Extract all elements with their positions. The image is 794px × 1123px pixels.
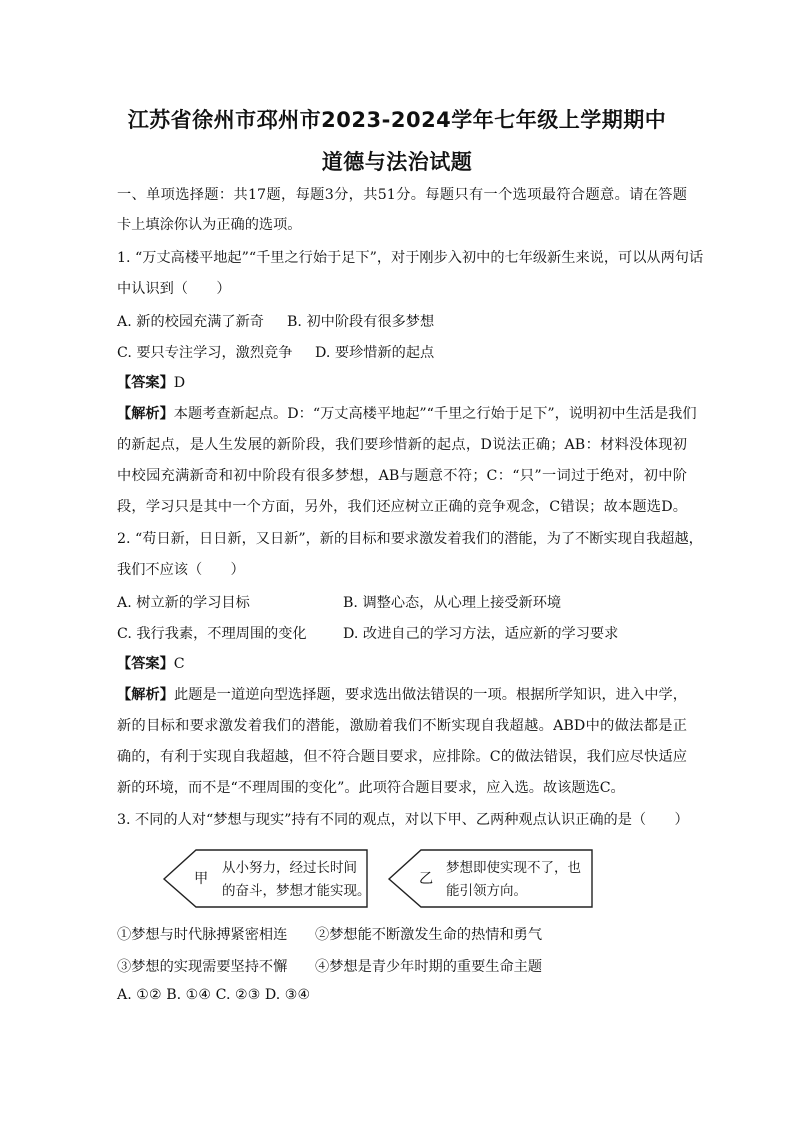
q2-analysis-line-1 bbox=[117, 685, 687, 705]
q3-box-left-label: 甲 bbox=[194, 871, 209, 887]
q3-box-right-label: 乙 bbox=[419, 871, 434, 887]
page-title: 江苏省徐州市邳州市2023-2024学年七年级上学期期中 bbox=[127, 108, 667, 132]
q2-analysis-line-4: 新的环境，而不是“不理周围的变化”。此项符合题目要求，应入选。故该题选C。 bbox=[117, 780, 625, 796]
q1-option-d: D. 要珍惜新的起点 bbox=[315, 345, 435, 361]
page-subtitle: 道德与法治试题 bbox=[321, 150, 473, 174]
q3-box-right-line-2: 能引领方向。 bbox=[446, 883, 527, 899]
q2-answer bbox=[117, 654, 687, 674]
q2-analysis-text-1: 此题是一道逆向型选择题，要求选出做法错误的一项。根据所学知识，进入中学， bbox=[174, 687, 687, 703]
q1-analysis-line-1 bbox=[117, 404, 697, 424]
q2-option-a: A. 树立新的学习目标 bbox=[117, 595, 250, 611]
q1-analysis-line-2: 的新起点，是人生发展的新阶段，我们要珍惜新的起点，D说法正确；AB：材料没体现初 bbox=[117, 437, 687, 453]
q2-option-d: D. 改进自己的学习方法，适应新的学习要求 bbox=[343, 626, 619, 642]
q3-options: A. ①② B. ①④ C. ②③ D. ③④ bbox=[117, 987, 311, 1003]
q1-stem-line-1: 1. “万丈高楼平地起”“千里之行始于足下”，对于刚步入初中的七年级新生来说，可以从两句话 bbox=[117, 250, 704, 266]
q1-analysis-text-1: 本题考查新起点。D：“万丈高楼平地起”“千里之行始于足下”，说明初中生活是我们 bbox=[173, 406, 697, 422]
q3-item-3: ③梦想的实现需要坚持不懈 bbox=[117, 959, 288, 975]
q1-answer-label: 【答案】 bbox=[117, 375, 174, 391]
q1-option-b: B. 初中阶段有很多梦想 bbox=[287, 314, 435, 330]
q3-item-1: ①梦想与时代脉搏紧密相连 bbox=[117, 927, 288, 943]
q2-analysis-line-3: 确的，有利于实现自我超越，但不符合题目要求，应排除。C的做法错误，我们应尽快适应 bbox=[117, 749, 687, 765]
q1-analysis-label: 【解析】 bbox=[117, 406, 174, 422]
q1-answer bbox=[117, 373, 687, 393]
q1-stem-line-2: 中认识到（ ） bbox=[117, 281, 231, 297]
q1-answer-value: D bbox=[173, 375, 186, 391]
q3-item-2: ②梦想能不断激发生命的热情和勇气 bbox=[315, 927, 543, 943]
q2-stem-line-2: 我们不应该（ ） bbox=[117, 562, 245, 578]
q2-analysis-label: 【解析】 bbox=[117, 687, 175, 703]
q3-item-4: ④梦想是青少年时期的重要生命主题 bbox=[315, 959, 543, 975]
q2-analysis-line-2: 新的目标和要求激发着我们的潜能，激励着我们不断实现自我超越。ABD中的做法都是正 bbox=[117, 718, 687, 734]
q3-box-left-line-2: 的奋斗，梦想才能实现。 bbox=[222, 883, 371, 899]
q1-option-a: A. 新的校园充满了新奇 bbox=[117, 314, 264, 330]
q2-option-b: B. 调整心态，从心理上接受新环境 bbox=[343, 595, 562, 611]
q3-box-right-line-1: 梦想即使实现不了，也 bbox=[446, 860, 581, 876]
q2-stem-line-1: 2. “苟日新，日日新，又日新”，新的目标和要求激发着我们的潜能，为了不断实现自我超越， bbox=[117, 531, 703, 547]
q1-analysis-line-3: 中校园充满新奇和初中阶段有很多梦想，AB与题意不符；C：“只”一词过于绝对，初中阶 bbox=[117, 468, 687, 484]
q2-answer-value: C bbox=[173, 656, 185, 672]
section-instructions-line-2: 卡上填涂你认为正确的选项。 bbox=[117, 217, 302, 233]
q2-option-c: C. 我行我素，不理周围的变化 bbox=[117, 626, 307, 642]
q2-answer-label: 【答案】 bbox=[117, 656, 174, 672]
q1-option-c: C. 要只专注学习，激烈竞争 bbox=[117, 345, 293, 361]
section-instructions-line-1: 一、单项选择题：共17题，每题3分，共51分。每题只有一个选项最符合题意。请在答题 bbox=[117, 187, 687, 203]
q3-box-left-line-1: 从小努力，经过长时间 bbox=[222, 860, 357, 876]
q1-analysis-line-4: 段，学习只是其中一个方面，另外，我们还应树立正确的竞争观念，C错误；故本题选D。 bbox=[117, 499, 687, 515]
q3-stem-line-1: 3. 不同的人对“梦想与现实”持有不同的观点，对以下甲、乙两种观点认识正确的是（ ） bbox=[117, 812, 689, 828]
